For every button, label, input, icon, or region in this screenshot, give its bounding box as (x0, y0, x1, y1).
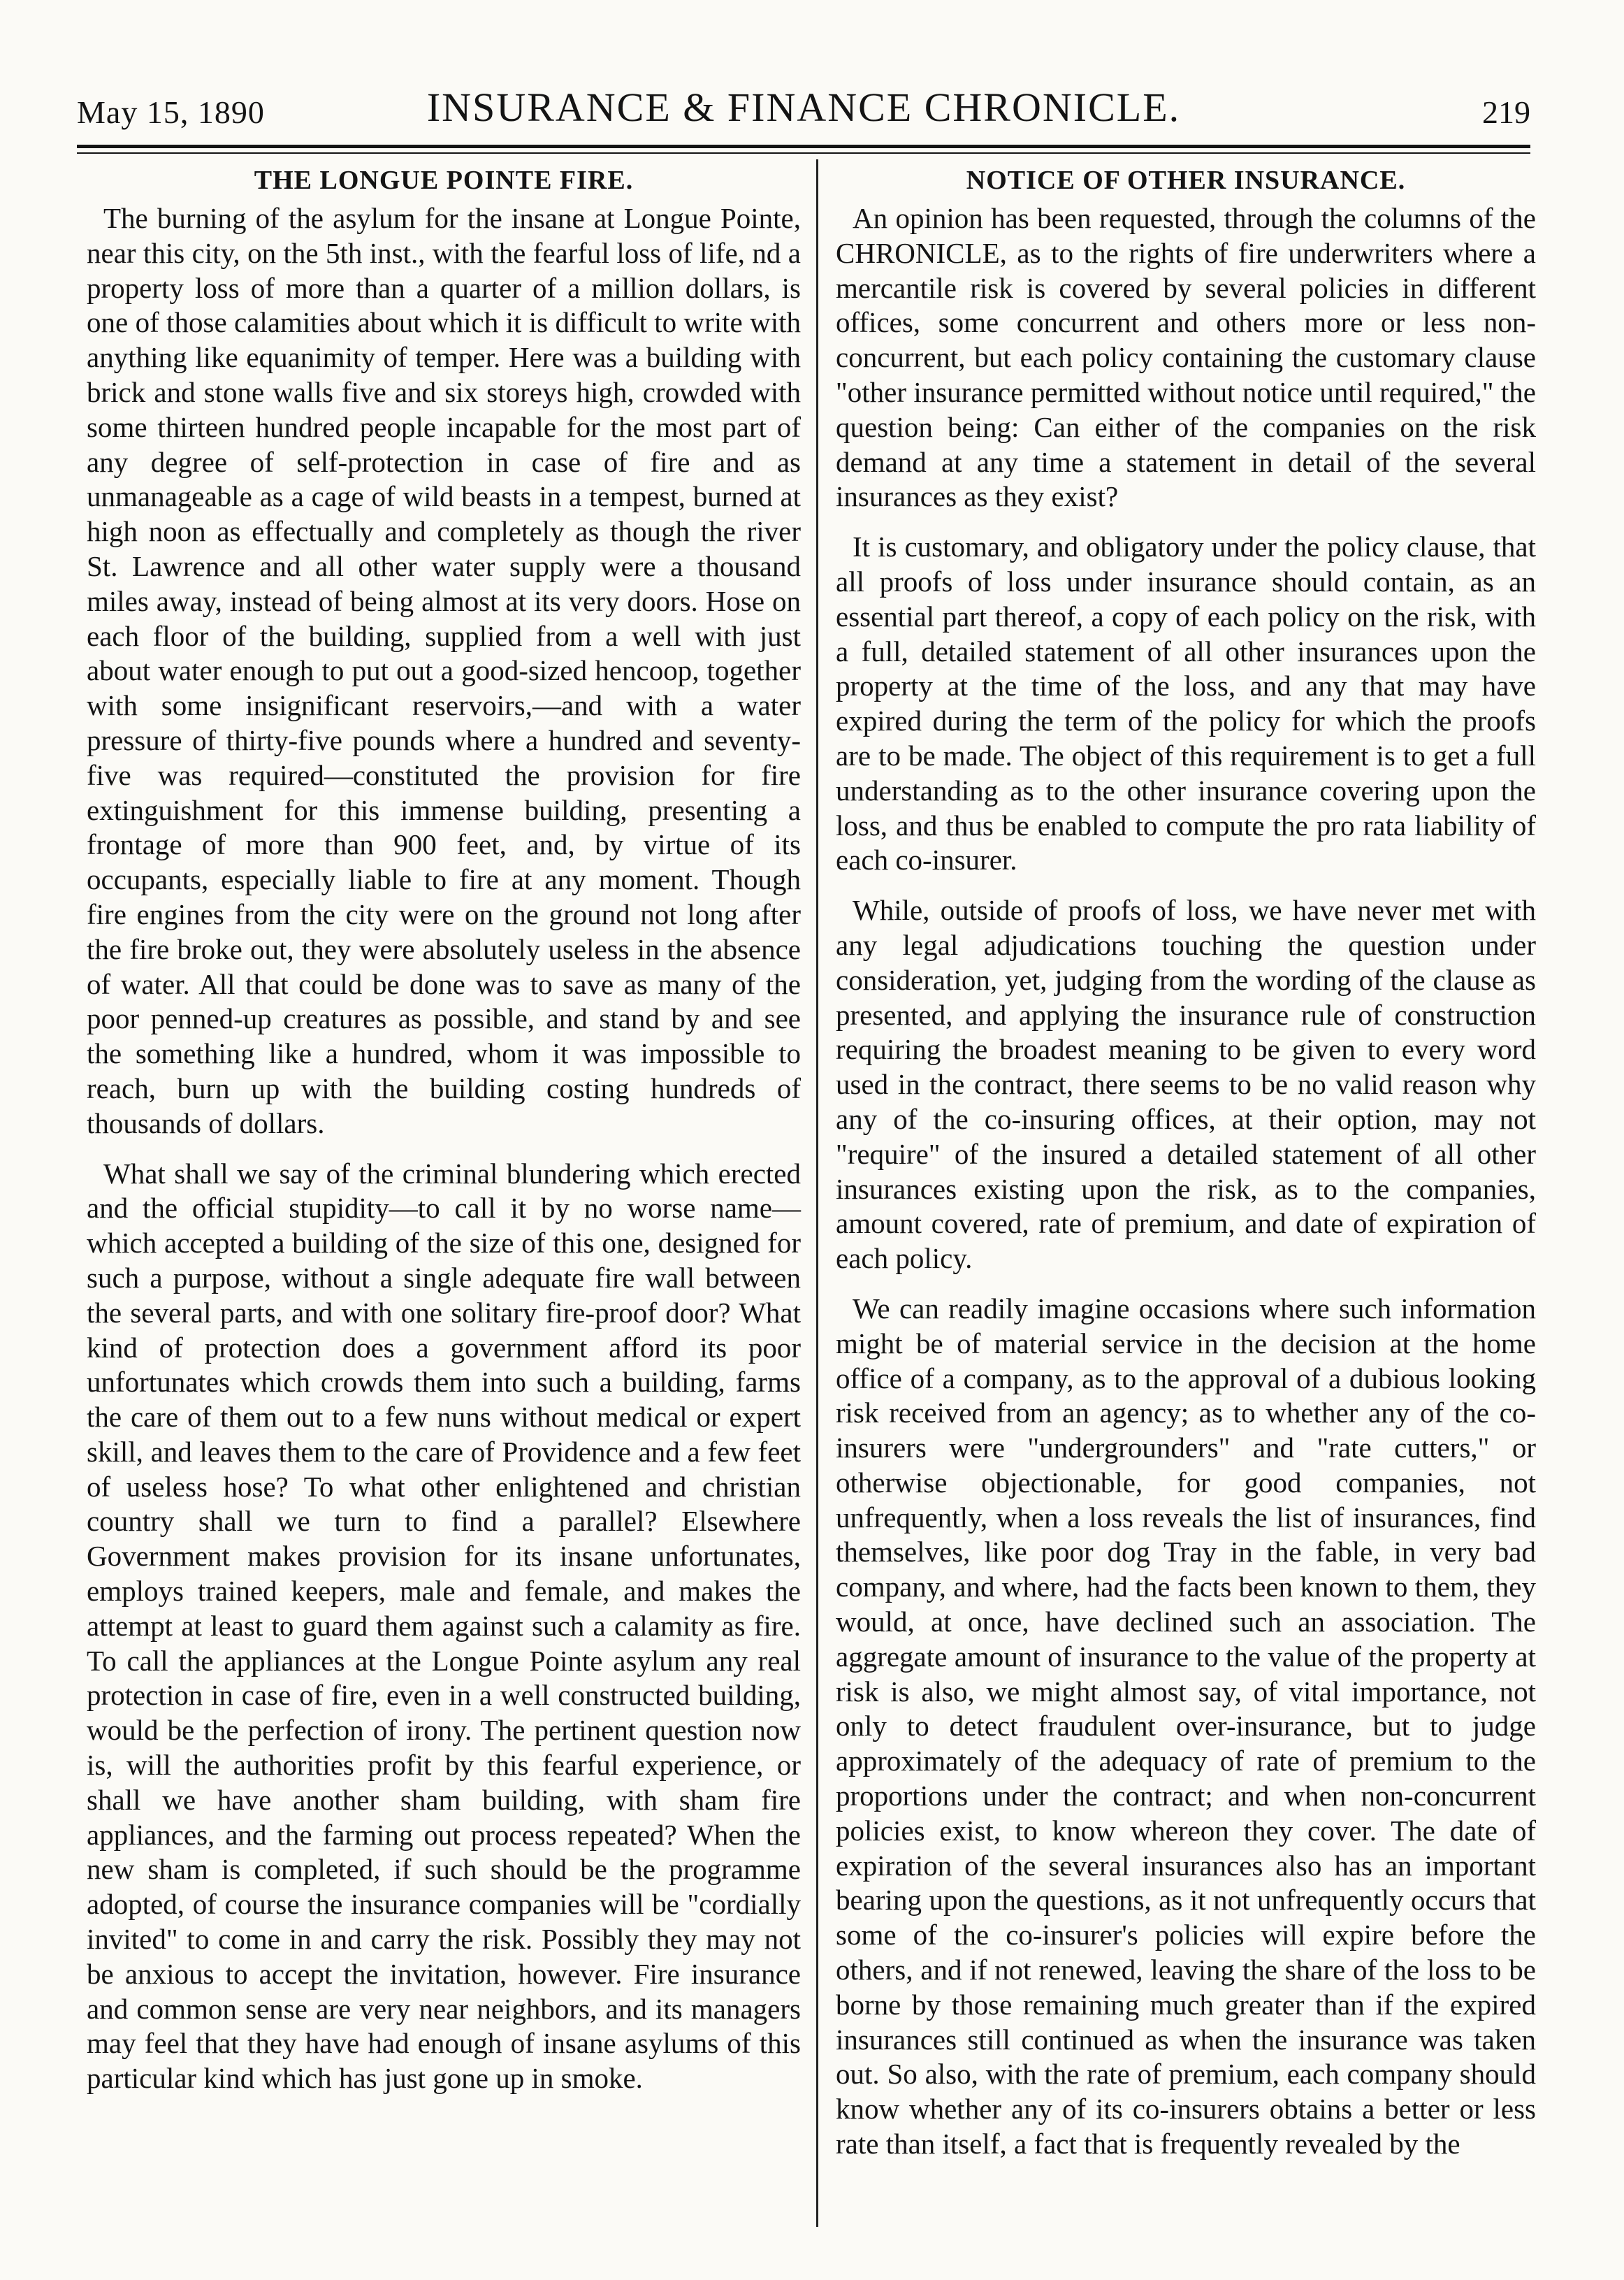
article-paragraph: The burning of the asylum for the insane at Longue Pointe, near this city, on the 5th inst., with the fearful loss of life, nd a property loss of more than a quarter of a million dollars, is one of those calamities about which it is difficult to write with anything like equanimity of temper. Here was a building with brick and stone walls five and six storeys high, crowded with some thirteen hundred people incapable for the most part of any degree of self-protection in case of fire and as unmanageable as a cage of wild beasts in a tempest, burned at high noon as effectually and completely as though the river St. Lawrence and all other water supply were a thousand miles away, instead of being almost at its very doors. Hose on each floor of the building, supplied from a well with just about water enough to put out a good-sized hencoop, together with some insignificant reservoirs,—and with a water pressure of thirty-five pounds where a hundred and seventy-five was required—constituted the provision for fire extinguishment for this immense building, presenting a frontage of more than 900 feet, and, by virtue of its occupants, especially liable to fire at any moment. Though fire engines from the city were on the ground not long after the fire broke out, they were absolutely useless in the absence of water. All that could be done was to save as many of the poor penned-up creatures as possible, and stand by and see the something like a hundred, whom it was impossible to reach, burn up with the building costing hundreds of thousands of dollars. (87, 202, 801, 1139)
article-paragraph: We can readily imagine occasions where such information might be of material service in the decision at the home office of a company, as to the approval of a dubious looking risk received from an agency; as to whether any of the co-insurers were "undergrounders" and "rate cutters," or otherwise objectionable, for good companies, not unfrequently, when a loss reveals the list of insurances, find themselves, like poor dog Tray in the fable, in very bad company, and where, had the facts been known to them, they would, at once, have declined such an association. The aggregate amount of insurance to the value of the property at risk is also, we might almost say, of vital importance, not only to detect fraudulent over-insurance, but to judge approximately of the adequacy of rate of premium to the proportions under the contract; and when non-concurrent policies exist, to know whereon they cover. The date of expiration of the several insurances also has an important bearing upon the questions, as it not unfrequently occurs that some of the co-insurer's policies will expire before the others, and if not renewed, leaving the share of the loss to be borne by those remaining much greater than if the expired insurances still continued as when the insurance was taken out. So also, with the rate of premium, each company should know whether any of its co-insurers obtains a better or less rate than itself, a fact that is frequently revealed by the (836, 1292, 1536, 2160)
left-column (87, 162, 801, 2096)
article-paragraph: It is customary, and obligatory under the policy clause, that all proofs of loss under insurance should contain, as an essential part thereof, a copy of each policy on the risk, with a full, detailed statement of all other insurances upon the property at the time of the loss, and any that may have expired during the term of the policy for which the proofs are to be made. The object of this requirement is to get a full understanding as to the other insurance covering upon the loss, and thus be enabled to compute the pro rata liability of each co-insurer. (836, 531, 1536, 876)
article-paragraph: While, outside of proofs of loss, we have never met with any legal adjudications touching the question under consideration, yet, judging from the wording of the clause as presented, and applying the insurance rule of construction requiring the broadest meaning to be given to every word used in the contract, there seems to be no valid reason why any of the co-insuring offices, at their option, may not "require" of the insured a detailed statement of all other insurances existing upon the risk, as to the companies, amount covered, rate of premium, and date of expiration of each policy. (836, 894, 1536, 1275)
header-rule-thin (77, 152, 1530, 154)
article-heading-longue-pointe: THE LONGUE POINTE FIRE. (254, 166, 634, 195)
article-heading-other-insurance: NOTICE OF OTHER INSURANCE. (966, 166, 1406, 195)
right-column (836, 162, 1536, 2162)
column-divider (816, 159, 818, 2227)
page-header (77, 84, 1530, 140)
article-paragraph: An opinion has been requested, through the columns of the CHRONICLE, as to the rights of fire underwriters where a mercantile risk is covered by several policies in different offices, some concurrent and others more or less non-concurrent, but each policy containing the customary clause "other insurance permitted without notice until required," the question being: Can either of the companies on the risk demand at any time a statement in detail of the several insurances as they exist? (836, 202, 1536, 513)
page-number: 219 (1482, 94, 1530, 130)
header-rule-thick (77, 145, 1530, 148)
article-paragraph: What shall we say of the criminal blundering which erected and the official stupidity—to call it by no worse name—which accepted a building of the size of this one, designed for such a purpose, without a single adequate fire wall between the several parts, and with one solitary fire-proof door? What kind of protection does a government afford its poor unfortunates which crowds them into such a building, farms the care of them out to a few nuns without medical or expert skill, and leaves them to the care of Providence and a few feet of useless hose? To what other enlightened and christian country shall we turn to find a parallel? Elsewhere Government makes provision for its insane unfortunates, employs trained keepers, male and female, and makes the attempt at least to guard them against such a calamity as fire. To call the appliances at the Longue Pointe asylum any real protection in case of fire, even in a well constructed building, would be the perfection of irony. The pertinent question now is, will the authorities profit by this fearful experience, or shall we have another sham building, with sham fire appliances, and the farming out process repeated? When the new sham is completed, if such should be the programme adopted, of course the insurance companies will be "cordially invited" to come in and carry the risk. Possibly they may not be anxious to accept the invitation, however. Fire insurance and common sense are very near neighbors, and its managers may feel that they have had enough of insane asylums of this particular kind which has just gone up in smoke. (87, 1157, 801, 2095)
issue-date: May 15, 1890 (77, 94, 265, 130)
publication-title: INSURANCE & FINANCE CHRONICLE. (426, 85, 1181, 130)
